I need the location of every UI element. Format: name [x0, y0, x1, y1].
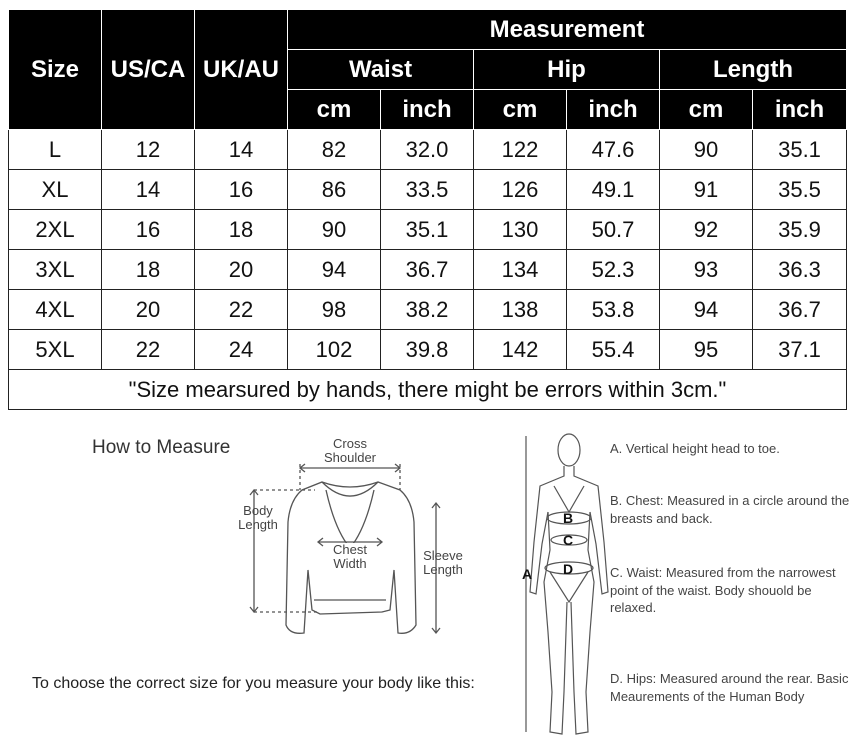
- cell-length-inch: 35.1: [753, 130, 847, 170]
- cell-hip-inch: 50.7: [567, 210, 660, 250]
- cell-uk: 16: [195, 170, 288, 210]
- table-note-row: [9, 370, 847, 410]
- cell-length-inch: 37.1: [753, 330, 847, 370]
- how-to-measure-title: How to Measure: [92, 437, 231, 458]
- cell-uk: 22: [195, 290, 288, 330]
- cell-length-cm: 92: [660, 210, 753, 250]
- cell-hip-inch: 47.6: [567, 130, 660, 170]
- body-length-label: Body Length: [238, 503, 278, 532]
- cell-us: 20: [102, 290, 195, 330]
- cell-uk: 20: [195, 250, 288, 290]
- header-waist-cm: cm: [288, 90, 381, 130]
- choose-size-instruction: To choose the correct size for you measure your body like this:: [32, 675, 475, 692]
- table-row: [9, 210, 847, 250]
- cell-waist-inch: 35.1: [381, 210, 474, 250]
- marker-c: C: [563, 532, 574, 548]
- cell-size: 3XL: [9, 250, 102, 290]
- cell-us: 16: [102, 210, 195, 250]
- header-waist: Waist: [288, 50, 474, 90]
- table-row: [9, 250, 847, 290]
- cell-waist-cm: 90: [288, 210, 381, 250]
- cell-waist-inch: 33.5: [381, 170, 474, 210]
- cell-size: XL: [9, 170, 102, 210]
- cell-hip-inch: 49.1: [567, 170, 660, 210]
- header-measurement: Measurement: [288, 10, 847, 50]
- note-b: B. Chest: Measured in a circle around the breasts and back.: [610, 493, 850, 526]
- header-length: Length: [660, 50, 847, 90]
- cell-hip-inch: 55.4: [567, 330, 660, 370]
- cell-length-inch: 35.9: [753, 210, 847, 250]
- note-c: C. Waist: Measured from the narrowest point of the waist. Body shouold be relaxed.: [610, 565, 836, 615]
- header-hip-inch: inch: [567, 90, 660, 130]
- cell-us: 18: [102, 250, 195, 290]
- cell-waist-cm: 82: [288, 130, 381, 170]
- cell-length-inch: 36.7: [753, 290, 847, 330]
- header-length-inch: inch: [753, 90, 847, 130]
- table-row: [9, 330, 847, 370]
- cell-waist-cm: 94: [288, 250, 381, 290]
- header-us-ca: US/CA: [102, 10, 195, 130]
- table-row: [9, 130, 847, 170]
- cell-size: L: [9, 130, 102, 170]
- cell-us: 14: [102, 170, 195, 210]
- cell-waist-cm: 102: [288, 330, 381, 370]
- cell-uk: 18: [195, 210, 288, 250]
- cell-waist-cm: 86: [288, 170, 381, 210]
- cell-size: 4XL: [9, 290, 102, 330]
- measurement-notes: [610, 440, 850, 707]
- cell-waist-inch: 36.7: [381, 250, 474, 290]
- cell-hip-inch: 52.3: [567, 250, 660, 290]
- cell-hip-cm: 122: [474, 130, 567, 170]
- cell-length-cm: 95: [660, 330, 753, 370]
- cell-hip-inch: 53.8: [567, 290, 660, 330]
- cell-hip-cm: 138: [474, 290, 567, 330]
- cell-uk: 14: [195, 130, 288, 170]
- cell-length-cm: 91: [660, 170, 753, 210]
- cell-hip-cm: 130: [474, 210, 567, 250]
- cell-us: 22: [102, 330, 195, 370]
- cell-hip-cm: 142: [474, 330, 567, 370]
- header-length-cm: cm: [660, 90, 753, 130]
- cell-size: 2XL: [9, 210, 102, 250]
- cell-uk: 24: [195, 330, 288, 370]
- header-waist-inch: inch: [381, 90, 474, 130]
- marker-d: D: [563, 561, 574, 577]
- cell-length-cm: 90: [660, 130, 753, 170]
- cell-hip-cm: 126: [474, 170, 567, 210]
- cell-us: 12: [102, 130, 195, 170]
- cell-length-inch: 35.5: [753, 170, 847, 210]
- note-a: A. Vertical height head to toe.: [610, 441, 780, 456]
- cell-length-cm: 94: [660, 290, 753, 330]
- cross-shoulder-label: Cross Shoulder: [323, 436, 377, 465]
- header-hip: Hip: [474, 50, 660, 90]
- table-row: [9, 290, 847, 330]
- sleeve-length-label: Sleeve Length: [423, 548, 463, 577]
- cell-waist-inch: 38.2: [381, 290, 474, 330]
- header-hip-cm: cm: [474, 90, 567, 130]
- cell-length-cm: 93: [660, 250, 753, 290]
- chest-width-label: Chest Width: [326, 543, 374, 571]
- marker-b: B: [563, 510, 574, 526]
- size-chart-table: [8, 9, 847, 410]
- note-d: D. Hips: Measured around the rear. Basic Meaurements of the Human Body: [610, 671, 849, 704]
- table-row: [9, 170, 847, 210]
- cell-waist-inch: 39.8: [381, 330, 474, 370]
- cell-waist-inch: 32.0: [381, 130, 474, 170]
- cell-length-inch: 36.3: [753, 250, 847, 290]
- body-figure-diagram: [520, 432, 610, 744]
- header-uk-au: UK/AU: [195, 10, 288, 130]
- measurement-note: "Size mearsured by hands, there might be errors within 3cm.": [9, 370, 847, 410]
- cell-waist-cm: 98: [288, 290, 381, 330]
- cell-size: 5XL: [9, 330, 102, 370]
- marker-a: A: [522, 566, 533, 582]
- cell-hip-cm: 134: [474, 250, 567, 290]
- header-size: Size: [9, 10, 102, 130]
